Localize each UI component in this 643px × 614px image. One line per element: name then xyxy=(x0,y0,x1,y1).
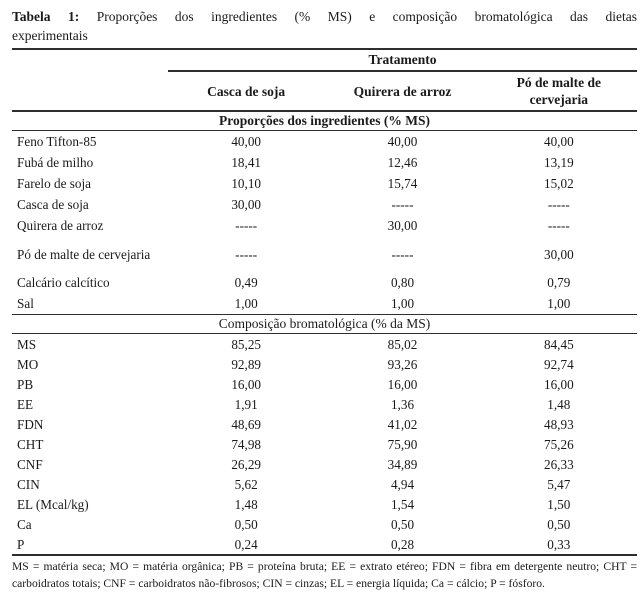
cell-value: 75,90 xyxy=(387,436,418,452)
cell-value: 18,41 xyxy=(231,155,261,170)
row-label: Sal xyxy=(17,296,34,311)
cell-value: 0,79 xyxy=(547,275,571,290)
table-row xyxy=(12,374,637,394)
caption-text: Proporções dos ingredientes (% MS) e composição bromatológica das dietas xyxy=(96,9,638,24)
cell-value: ----- xyxy=(391,246,414,262)
row-label: EE xyxy=(17,396,34,412)
cell-value: 30,00 xyxy=(231,197,261,212)
table-row xyxy=(12,272,637,293)
table-row xyxy=(12,354,637,374)
cell-value: 1,48 xyxy=(234,496,258,512)
cell-value: 40,00 xyxy=(387,134,418,149)
table-row xyxy=(12,194,637,215)
cell-value: 0,33 xyxy=(547,536,571,552)
table-row xyxy=(12,534,637,554)
row-label: Feno Tifton-85 xyxy=(17,134,97,149)
cell-value: 16,00 xyxy=(543,376,574,392)
table-row xyxy=(12,414,637,434)
cell-value: 0,24 xyxy=(234,536,258,552)
table-footnote: MS = matéria seca; MO = matéria orgânica; PB = proteína bruta; EE = extrato etéreo; FDN = fibra em detergente neutro; CHT = carboidratos totais; CNF = carboidratos não-fibrosos; CIN = cinzas; EL = energia líquida; Ca = cálcio; P = fósforo. xyxy=(12,560,637,590)
column-header-row xyxy=(12,72,637,110)
cell-value: 12,46 xyxy=(387,155,418,170)
row-label: Ca xyxy=(17,516,32,532)
row-label: Pó de malte de cervejaria xyxy=(17,246,151,262)
table-row xyxy=(12,215,637,236)
cell-value: 16,00 xyxy=(231,376,261,392)
table-row xyxy=(12,494,637,514)
table-block xyxy=(12,0,637,592)
group-header-spacer xyxy=(12,50,168,72)
cell-value: 30,00 xyxy=(543,246,574,262)
section-header-proportions: Proporções dos ingredientes (% MS) xyxy=(219,113,430,128)
row-label: Quirera de arroz xyxy=(17,218,104,233)
table-row xyxy=(12,152,637,173)
cell-value: 0,28 xyxy=(390,536,415,552)
table-row xyxy=(12,454,637,474)
cell-value: 5,47 xyxy=(547,476,571,492)
cell-value: ----- xyxy=(235,218,258,233)
cell-value: 1,48 xyxy=(547,396,571,412)
table-caption xyxy=(12,0,637,48)
cell-value: 1,50 xyxy=(547,496,571,512)
column-header-quirera-de-arroz: Quirera de arroz xyxy=(353,83,452,99)
cell-value: 0,50 xyxy=(390,516,415,532)
section-ingredient-proportions xyxy=(12,112,637,314)
cell-value: 0,49 xyxy=(234,275,258,290)
row-label: MO xyxy=(17,356,39,372)
cell-value: 1,54 xyxy=(390,496,415,512)
section-header-composition: Composição bromatológica (% da MS) xyxy=(218,316,431,331)
cell-value: 48,69 xyxy=(231,416,261,432)
row-label: Casca de soja xyxy=(17,197,89,212)
table-row xyxy=(12,514,637,534)
cell-value: 74,98 xyxy=(231,436,261,452)
row-label: P xyxy=(17,536,25,552)
cell-value: 1,91 xyxy=(234,396,258,412)
table-row xyxy=(12,293,637,314)
cell-value: 4,94 xyxy=(390,476,415,492)
table-row xyxy=(12,474,637,494)
section-bromatological-composition xyxy=(12,315,637,554)
cell-value: 1,00 xyxy=(390,296,415,311)
table-row xyxy=(12,394,637,414)
cell-value: 10,10 xyxy=(231,176,261,191)
cell-value: ----- xyxy=(391,197,414,212)
cell-value: 1,00 xyxy=(547,296,571,311)
cell-value: 30,00 xyxy=(387,218,418,233)
cell-value: 75,26 xyxy=(543,436,574,452)
cell-value: 92,74 xyxy=(543,356,574,372)
cell-value: 40,00 xyxy=(231,134,261,149)
cell-value: 15,74 xyxy=(387,176,418,191)
cell-value: 85,02 xyxy=(387,336,418,352)
cell-value: 0,50 xyxy=(547,516,571,532)
group-header-row xyxy=(12,50,637,72)
column-header-po-de-malte: Pó de malte de cervejaria xyxy=(516,75,601,107)
cell-value: 34,89 xyxy=(387,456,418,472)
group-header-tratamento: Tratamento xyxy=(168,50,637,72)
cell-value: 85,25 xyxy=(231,336,261,352)
row-label: Calcário calcítico xyxy=(17,275,110,290)
cell-value: ----- xyxy=(547,218,570,233)
table-row xyxy=(12,334,637,354)
cell-value: 84,45 xyxy=(543,336,574,352)
cell-value: 0,50 xyxy=(234,516,258,532)
cell-value: 5,62 xyxy=(234,476,258,492)
cell-value: 26,29 xyxy=(231,456,261,472)
cell-value: 41,02 xyxy=(387,416,418,432)
table-row xyxy=(12,173,637,194)
cell-value: 15,02 xyxy=(543,176,574,191)
caption-line-2: experimentais xyxy=(12,28,88,43)
caption-line-1 xyxy=(12,7,637,26)
cell-value: 0,80 xyxy=(390,275,415,290)
cell-value: 26,33 xyxy=(543,456,574,472)
row-label: CHT xyxy=(17,436,44,452)
row-label: Fubá de milho xyxy=(17,155,94,170)
table-row xyxy=(12,236,637,272)
table-row xyxy=(12,131,637,152)
cell-value: 93,26 xyxy=(387,356,418,372)
cell-value: 1,36 xyxy=(390,396,415,412)
cell-value: ----- xyxy=(235,246,258,262)
cell-value: 92,89 xyxy=(231,356,261,372)
table-row xyxy=(12,434,637,454)
cell-value: 48,93 xyxy=(543,416,574,432)
row-label: CIN xyxy=(17,476,40,492)
row-label: PB xyxy=(17,376,34,392)
row-label: EL (Mcal/kg) xyxy=(17,496,89,512)
row-label: FDN xyxy=(17,416,44,432)
cell-value: 1,00 xyxy=(234,296,258,311)
caption-number: Tabela 1: xyxy=(12,9,80,24)
cell-value: 13,19 xyxy=(543,155,574,170)
row-label: CNF xyxy=(17,456,43,472)
cell-value: 40,00 xyxy=(543,134,574,149)
column-header-casca-de-soja: Casca de soja xyxy=(207,83,286,99)
row-label: Farelo de soja xyxy=(17,176,91,191)
row-label: MS xyxy=(17,336,37,352)
cell-value: 16,00 xyxy=(387,376,418,392)
cell-value: ----- xyxy=(547,197,570,212)
